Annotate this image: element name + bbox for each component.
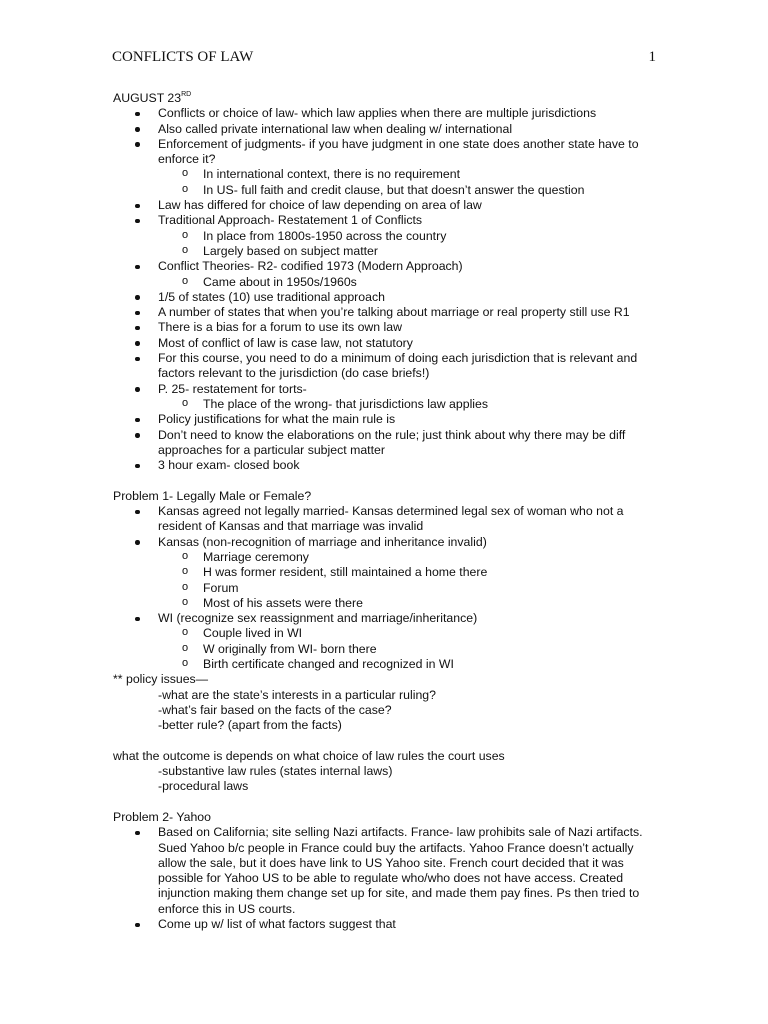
list-item: Enforcement of judgments- if you have judgment in one state does another state have to enforce it?	[113, 137, 658, 168]
problem2-list	[113, 825, 658, 932]
list-item: For this course, you need to do a minimum of doing each jurisdiction that is relevant and factors relevant to the jurisdiction (do case briefs!)	[113, 351, 658, 382]
list-item: Come up w/ list of what factors suggest that	[113, 917, 658, 932]
list-item: Conflict Theories- R2- codified 1973 (Modern Approach)	[113, 259, 658, 274]
sub-list-item: o The place of the wrong- that jurisdictions law applies	[113, 397, 658, 412]
policy-line: -what are the state’s interests in a particular ruling?	[158, 687, 436, 702]
list-item: 3 hour exam- closed book	[113, 458, 658, 473]
sub-list-item: o Birth certificate changed and recognized in WI	[113, 657, 658, 672]
list-item: Policy justifications for what the main rule is	[113, 412, 658, 427]
document-title: CONFLICTS OF LAW	[112, 49, 254, 65]
policy-heading: ** policy issues—	[113, 672, 208, 687]
list-item: WI (recognize sex reassignment and marriage/inheritance)	[113, 611, 658, 626]
list-item: A number of states that when you’re talking about marriage or real property still use R1	[113, 305, 658, 320]
sub-list-item: o Largely based on subject matter	[113, 244, 658, 259]
outcome-line: -procedural laws	[158, 779, 249, 794]
list-item: There is a bias for a forum to use its own law	[113, 320, 658, 335]
sub-list-item: o Forum	[113, 581, 658, 596]
date-suffix: RD	[181, 91, 192, 98]
list-item: Kansas (non-recognition of marriage and inheritance invalid)	[113, 535, 658, 550]
page-header	[112, 47, 656, 67]
sub-list-item: o Most of his assets were there	[113, 596, 658, 611]
problem1-list	[113, 504, 658, 672]
date-heading: AUGUST 23RD	[113, 91, 192, 105]
policy-line: -what’s fair based on the facts of the case?	[158, 702, 392, 717]
sub-list-item: o In place from 1800s-1950 across the country	[113, 229, 658, 244]
sub-list-item: o In international context, there is no requirement	[113, 167, 658, 182]
notes-body	[113, 91, 658, 932]
list-item: Most of conflict of law is case law, not statutory	[113, 336, 658, 351]
list-item: Based on California; site selling Nazi artifacts. France- law prohibits sale of Nazi artifacts. Sued Yahoo b/c people in France could buy the artifacts. Yahoo France doesn’t actually allow the sale, but it does have link to US Yahoo site. French court decided that it was possible for Yahoo US to be able to regulate who/who does not have access. Created injunction making them change set up for site, and made them pay fines. Ps then tried to enforce this in US courts.	[113, 825, 658, 917]
intro-list	[113, 106, 658, 473]
outcome-line: -substantive law rules (states internal laws)	[158, 764, 393, 779]
page-number: 1	[648, 49, 656, 65]
list-item: P. 25- restatement for torts-	[113, 382, 658, 397]
list-item: 1/5 of states (10) use traditional approach	[113, 290, 658, 305]
list-item: Law has differed for choice of law depending on area of law	[113, 198, 658, 213]
list-item: Kansas agreed not legally married- Kansas determined legal sex of woman who not a resident of Kansas and that marriage was invalid	[113, 504, 658, 535]
sub-list-item: o Came about in 1950s/1960s	[113, 275, 658, 290]
outcome-text: what the outcome is depends on what choice of law rules the court uses	[113, 748, 505, 763]
problem2-heading: Problem 2- Yahoo	[113, 809, 211, 824]
list-item: Traditional Approach- Restatement 1 of Conflicts	[113, 213, 658, 228]
problem1-heading: Problem 1- Legally Male or Female?	[113, 488, 312, 503]
list-item: Also called private international law when dealing w/ international	[113, 122, 658, 137]
sub-list-item: o Marriage ceremony	[113, 550, 658, 565]
sub-list-item: o In US- full faith and credit clause, but that doesn’t answer the question	[113, 183, 658, 198]
sub-list-item: o Couple lived in WI	[113, 626, 658, 641]
sub-list-item: o W originally from WI- born there	[113, 642, 658, 657]
sub-list-item: o H was former resident, still maintained a home there	[113, 565, 658, 580]
list-item: Don’t need to know the elaborations on the rule; just think about why there may be diff approaches for a particular subject matter	[113, 428, 658, 459]
policy-line: -better rule? (apart from the facts)	[158, 718, 342, 733]
list-item: Conflicts or choice of law- which law applies when there are multiple jurisdictions	[113, 106, 658, 121]
